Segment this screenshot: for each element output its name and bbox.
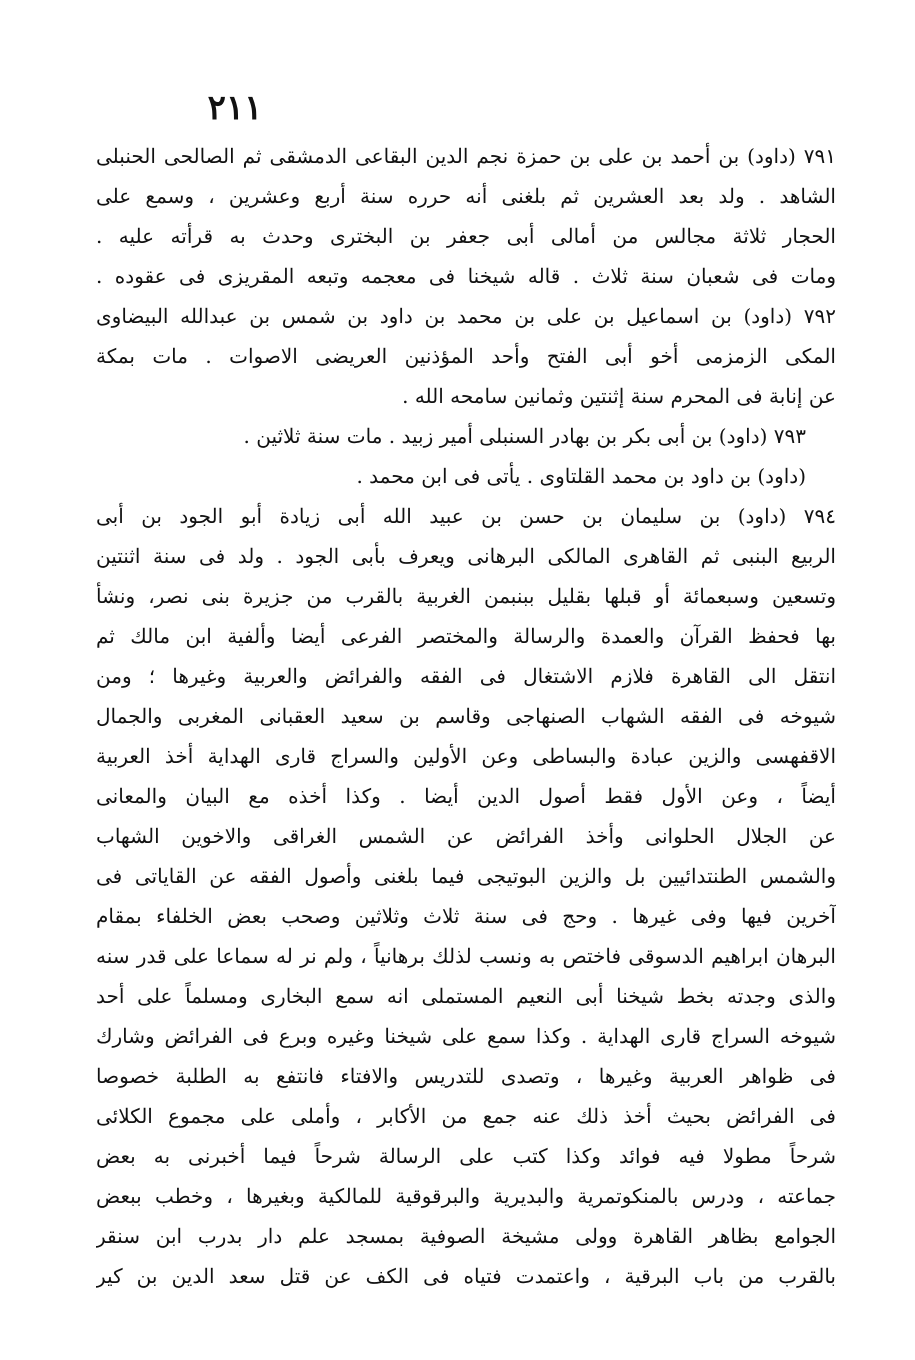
entry-794-line-3: وتسعين وسبعمائة أو قبلها بقليل ببنبمن الغربية بالقرب من جزيرة بنى نصر، ونشأ xyxy=(96,584,836,608)
entry-794-line-17: شرحاً مطولا فيه فوائد وكذا كتب على الرسالة شرحاً فيما أخبرنى به بعض xyxy=(96,1144,836,1168)
entry-794-line-5: انتقل الى القاهرة فلازم الاشتغال فى الفقه والفرائض والعربية وغيرها ؛ ومن xyxy=(96,664,836,688)
text-body xyxy=(96,136,836,1296)
entry-794-line-18: جماعته ، ودرس بالمنكوتمرية والبديرية والبرقوقية للمالكية وبغيرها ، وخطب ببعض xyxy=(96,1184,836,1208)
entry-794-line-8: أيضاً ، وعن الأول فقط أصول الدين أيضا . وكذا أخذه مع البيان والمعانى xyxy=(96,784,836,808)
entry-794-line-11: آخرين فيها وفى غيرها . وحج فى سنة ثلاث وثلاثين وصحب بعض الخلفاء بمقام xyxy=(96,904,836,928)
entry-794-line-10: والشمس الطنتدائيين بل والزين البوتيجى فيما بلغنى وأصول الفقه عن القاياتى فى xyxy=(96,864,836,888)
entry-791-line-4: ومات فى شعبان سنة ثلاث . قاله شيخنا فى معجمه وتبعه المقريزى فى عقوده . xyxy=(96,264,836,288)
entry-794-line-20: بالقرب من باب البرقية ، واعتمدت فتياه فى الكف عن قتل سعد الدين بن كير xyxy=(96,1264,836,1288)
entry-791-line-3: الحجار ثلاثة مجالس من أمالى أبى جعفر بن البخترى وحدث به قرأته عليه . xyxy=(96,224,836,248)
entry-792-line-3: عن إنابة فى المحرم سنة إثنتين وثمانين سامحه الله . xyxy=(402,384,836,408)
entry-792-line-1: ٧٩٢ (داود) بن اسماعيل بن على بن محمد بن داود بن شمس بن عبدالله البيضاوى xyxy=(96,304,836,328)
page-number: ٢١١ xyxy=(207,88,263,128)
entry-794-line-15: فى ظواهر العربية وغيرها ، وتصدى للتدريس والافتاء فانتفع به الطلبة خصوصا xyxy=(96,1064,836,1088)
entry-794-line-12: البرهان ابراهيم الدسوقى فاختص به ونسب لذلك برهانياً ، ولم نر له سماعا على قدر سنه xyxy=(96,944,836,968)
entry-794-line-2: الربيع البنبى ثم القاهرى المالكى البرهانى ويعرف بأبى الجود . ولد فى سنة اثنتين xyxy=(96,544,836,568)
entry-794-line-16: فى الفرائض بحيث أخذ ذلك عنه جمع من الأكابر ، وأملى على مجموع الكلائى xyxy=(96,1104,836,1128)
entry-794-line-1: ٧٩٤ (داود) بن سليمان بن حسن بن عبيد الله أبى زيادة أبو الجود بن أبى xyxy=(96,504,836,528)
entry-794-line-14: شيوخه السراج قارى الهداية . وكذا سمع على شيخنا وغيره وبرع فى الفرائض وشارك xyxy=(96,1024,836,1048)
entry-794-line-19: الجوامع بظاهر القاهرة وولى مشيخة الصوفية بمسجد علم دار بدرب ابن سنقر xyxy=(96,1224,836,1248)
entry-794-line-9: عن الجلال الحلوانى وأخذ الفرائض عن الشمس الغراقى والاخوين الشهاب xyxy=(96,824,836,848)
entry-793-line-1: ٧٩٣ (داود) بن أبى بكر بن بهادر السنبلى أمير زبيد . مات سنة ثلاثين . xyxy=(243,424,806,448)
entry-792-line-2: المكى الزمزمى أخو أبى الفتح وأحد المؤذنين العريضى الاصوات . مات بمكة xyxy=(96,344,836,368)
entry-791-line-2: الشاهد . ولد بعد العشرين ثم بلغنى أنه حرره سنة أربع وعشرين ، وسمع على xyxy=(96,184,836,208)
entry-794-line-4: بها فحفظ القرآن والعمدة والرسالة والمختصر الفرعى أيضا وألفية ابن مالك ثم xyxy=(96,624,836,648)
entry-794-line-7: الاقفهسى والزين عبادة والبساطى وعن الأولين والسراج قارى الهداية أخذ العربية xyxy=(96,744,836,768)
entry-794-line-6: شيوخه فى الفقه الشهاب الصنهاجى وقاسم بن سعيد العقبانى المغربى والجمال xyxy=(96,704,836,728)
entry-791-line-1: ٧٩١ (داود) بن أحمد بن على بن حمزة نجم الدين البقاعى الدمشقى ثم الصالحى الحنبلى xyxy=(96,144,836,168)
entry-794-line-13: والذى وجدته بخط شيخنا أبى النعيم المستملى انه سمع البخارى ومسلماً على أحد xyxy=(96,984,836,1008)
cross-reference-line: (داود) بن داود بن محمد القلتاوى . يأتى فى ابن محمد . xyxy=(356,464,806,488)
